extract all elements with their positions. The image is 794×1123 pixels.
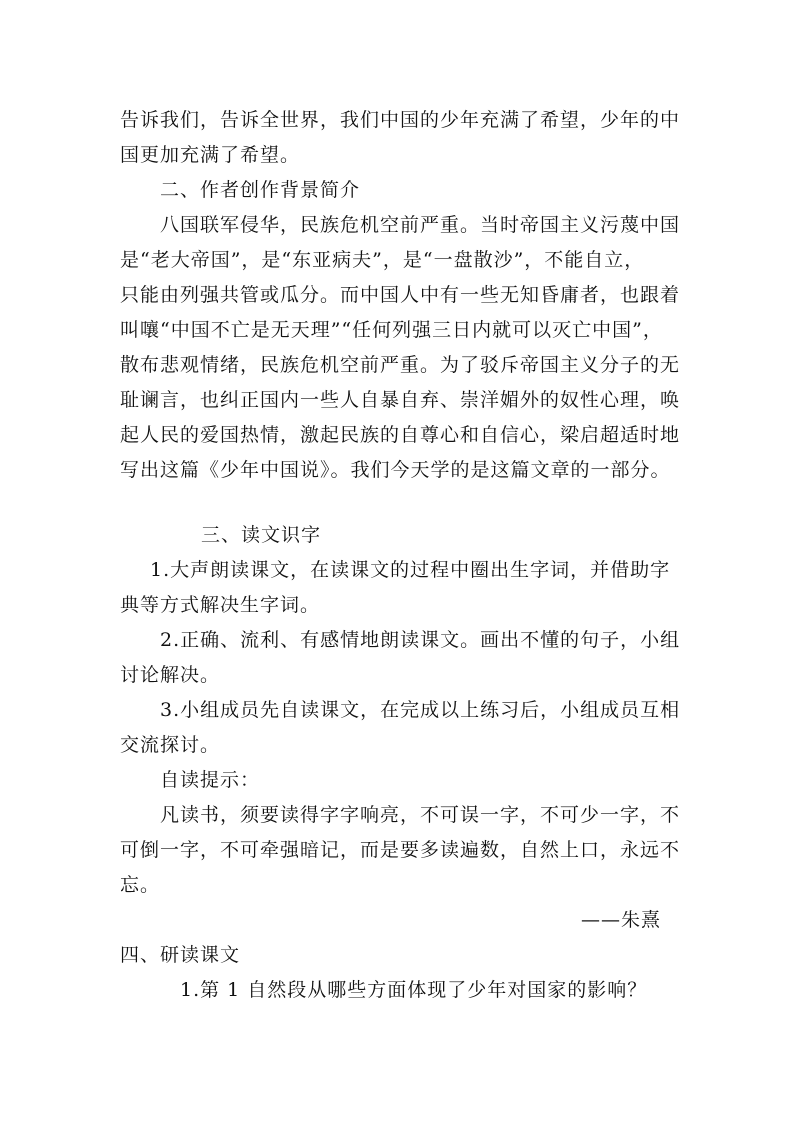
task-2-line-2: 讨论解决。 bbox=[120, 664, 221, 686]
background-line-8: 写出这篇《少年中国说》。我们今天学的是这篇文章的一部分。 bbox=[120, 459, 671, 481]
background-line-4: 叫嚷“中国不亡是无天理”“任何列强三日内就可以灭亡中国”， bbox=[120, 319, 663, 341]
task-3-line-1: 3.小组成员先自读课文，在完成以上练习后，小组成员互相 bbox=[160, 699, 681, 721]
quote-line-1: 凡读书，须要读得字字响亮，不可误一字，不可少一字，不 bbox=[160, 804, 681, 826]
section-heading-reading: 三、读文识字 bbox=[201, 524, 322, 546]
background-line-5: 散布悲观情绪，民族危机空前严重。为了驳斥帝国主义分子的无 bbox=[120, 354, 681, 376]
quote-attribution: ——朱熹 bbox=[581, 909, 662, 931]
background-line-1: 八国联军侵华，民族危机空前严重。当时帝国主义污蔑中国 bbox=[160, 214, 681, 236]
quote-line-2: 可倒一字，不可牵强暗记，而是要多读遍数，自然上口，永远不 bbox=[120, 839, 681, 861]
task-2-line-1: 2.正确、流利、有感情地朗读课文。画出不懂的句子，小组 bbox=[160, 629, 681, 651]
background-line-7: 起人民的爱国热情，激起民族的自尊心和自信心，梁启超适时地 bbox=[120, 424, 681, 446]
section-heading-background: 二、作者创作背景简介 bbox=[160, 179, 361, 201]
background-line-2: 是“老大帝国”，是“东亚病夫”，是“一盘散沙”，不能自立， bbox=[120, 249, 645, 271]
reading-tip-label: 自读提示： bbox=[160, 769, 261, 791]
section-heading-study: 四、研读课文 bbox=[120, 944, 241, 966]
study-question-1: 1.第 1 自然段从哪些方面体现了少年对国家的影响？ bbox=[180, 979, 648, 1001]
background-line-6: 耻谰言，也纠正国内一些人自暴自弃、崇洋媚外的奴性心理，唤 bbox=[120, 389, 681, 411]
task-3-line-2: 交流探讨。 bbox=[120, 734, 221, 756]
task-1-line-1: 1.大声朗读课文，在读课文的过程中圈出生字词，并借助字 bbox=[150, 559, 671, 581]
task-1-line-2: 典等方式解决生字词。 bbox=[120, 594, 321, 616]
quote-line-3: 忘。 bbox=[120, 874, 161, 896]
intro-line-2: 国更加充满了希望。 bbox=[120, 144, 301, 166]
intro-line-1: 告诉我们，告诉全世界，我们中国的少年充满了希望，少年的中 bbox=[120, 109, 681, 131]
background-line-3: 只能由列强共管或瓜分。而中国人中有一些无知昏庸者，也跟着 bbox=[120, 284, 681, 306]
